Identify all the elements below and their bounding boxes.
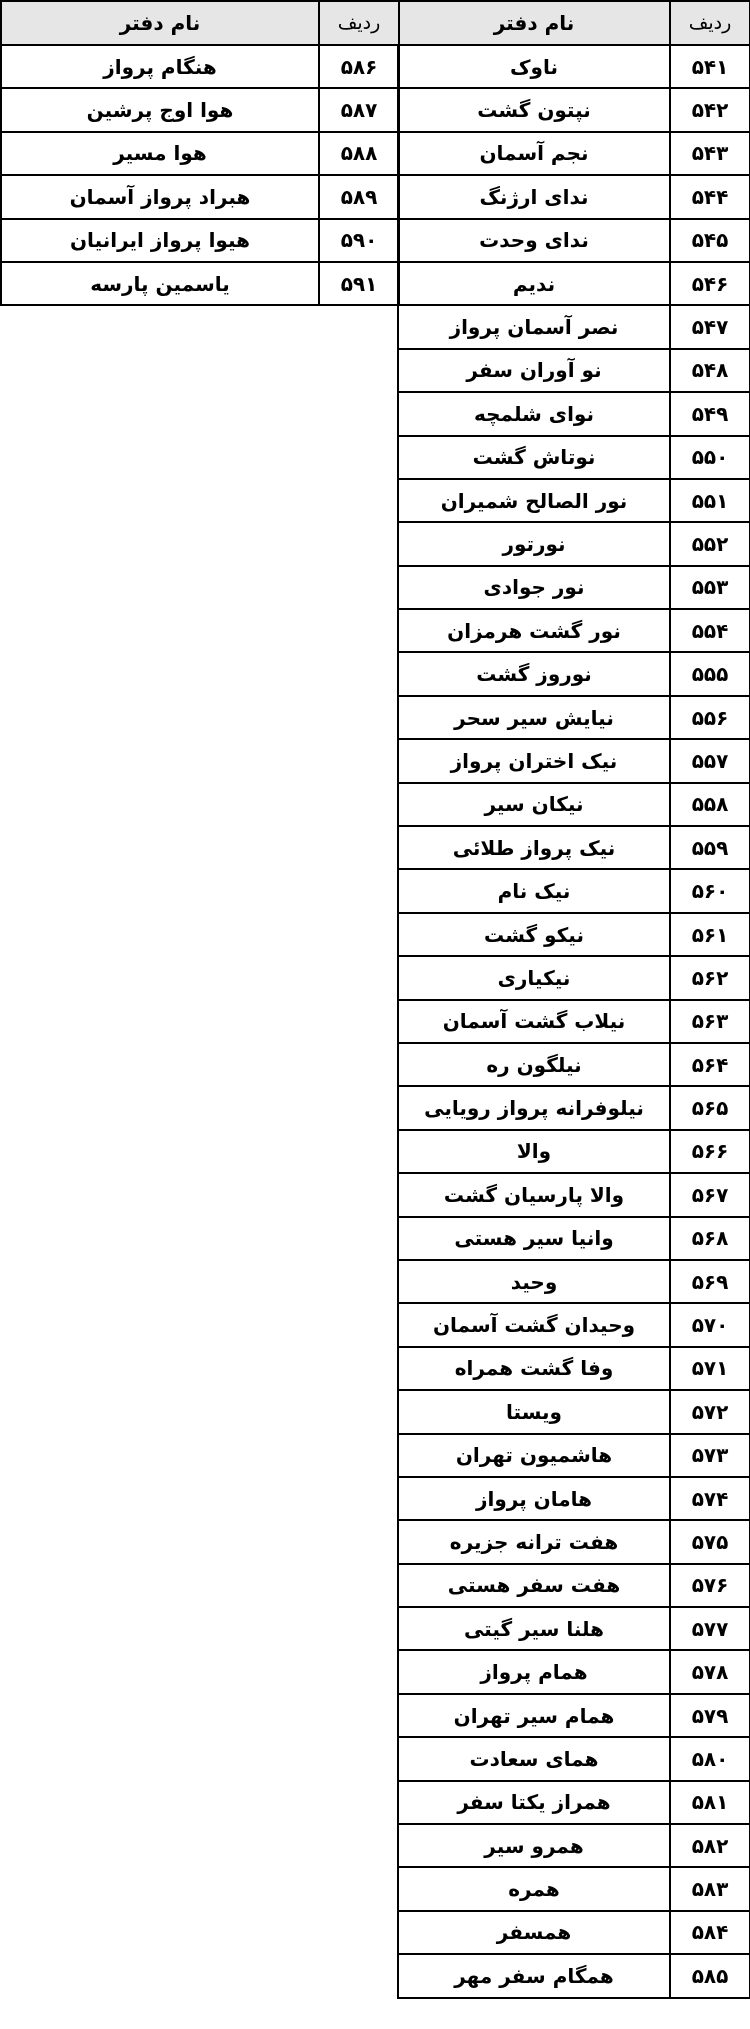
row-number-cell: ۵۵۳ <box>670 566 750 609</box>
office-name-cell: نوروز گشت <box>398 652 670 695</box>
office-name-cell: ویستا <box>398 1390 670 1433</box>
row-number-cell: ۵۸۵ <box>670 1954 750 1997</box>
office-name-cell: هفت ترانه جزیره <box>398 1520 670 1563</box>
office-name-cell: هفت سفر هستی <box>398 1564 670 1607</box>
table-row <box>398 652 750 695</box>
table-row <box>398 1260 750 1303</box>
table-row <box>398 1781 750 1824</box>
table-row <box>398 1043 750 1086</box>
office-name-cell: هلنا سیر گیتی <box>398 1607 670 1650</box>
row-number-cell: ۵۷۵ <box>670 1520 750 1563</box>
table-row <box>398 1217 750 1260</box>
row-number-cell: ۵۹۱ <box>319 262 399 305</box>
table-row <box>398 826 750 869</box>
table-row <box>398 1173 750 1216</box>
table-row <box>1 132 399 175</box>
office-name-cell: نوای شلمچه <box>398 392 670 435</box>
office-name-cell: وحیدان گشت آسمان <box>398 1303 670 1346</box>
office-name-cell: نیک پرواز طلائی <box>398 826 670 869</box>
row-number-cell: ۵۶۴ <box>670 1043 750 1086</box>
row-number-cell: ۵۸۸ <box>319 132 399 175</box>
table-row <box>398 609 750 652</box>
row-number-cell: ۵۵۱ <box>670 479 750 522</box>
table-row <box>1 219 399 262</box>
row-number-cell: ۵۹۰ <box>319 219 399 262</box>
row-number-cell: ۵۶۵ <box>670 1086 750 1129</box>
office-name-header: نام دفتر <box>398 1 670 45</box>
office-name-cell: نیکو گشت <box>398 913 670 956</box>
table-row <box>398 1824 750 1867</box>
office-name-cell: نوتاش گشت <box>398 436 670 479</box>
office-name-cell: نیک نام <box>398 869 670 912</box>
table-row <box>398 913 750 956</box>
row-number-cell: ۵۵۰ <box>670 436 750 479</box>
row-number-cell: ۵۷۶ <box>670 1564 750 1607</box>
row-number-cell: ۵۴۶ <box>670 262 750 305</box>
row-number-cell: ۵۵۹ <box>670 826 750 869</box>
table-row <box>398 1607 750 1650</box>
row-number-cell: ۵۸۳ <box>670 1867 750 1910</box>
row-number-cell: ۵۷۱ <box>670 1347 750 1390</box>
row-number-cell: ۵۶۹ <box>670 1260 750 1303</box>
row-number-cell: ۵۴۲ <box>670 88 750 131</box>
table-row <box>398 132 750 175</box>
office-name-cell: هوا اوج پرشین <box>1 88 319 131</box>
row-number-cell: ۵۵۸ <box>670 783 750 826</box>
row-number-cell: ۵۸۱ <box>670 1781 750 1824</box>
office-name-cell: وحید <box>398 1260 670 1303</box>
office-name-cell: همراز یکتا سفر <box>398 1781 670 1824</box>
table-row <box>398 1564 750 1607</box>
row-number-cell: ۵۵۷ <box>670 739 750 782</box>
office-name-cell: نصر آسمان پرواز <box>398 305 670 348</box>
office-name-cell: نیلاب گشت آسمان <box>398 1000 670 1043</box>
header-row <box>1 1 399 45</box>
table-row <box>398 1694 750 1737</box>
row-number-cell: ۵۶۳ <box>670 1000 750 1043</box>
second-office-table <box>0 0 400 306</box>
office-name-cell: والا <box>398 1130 670 1173</box>
row-number-cell: ۵۴۹ <box>670 392 750 435</box>
row-number-cell: ۵۵۲ <box>670 522 750 565</box>
second-table-body <box>1 45 399 305</box>
office-name-cell: هیوا پرواز ایرانیان <box>1 219 319 262</box>
office-name-cell: نیایش سیر سحر <box>398 696 670 739</box>
row-number-cell: ۵۴۳ <box>670 132 750 175</box>
row-number-cell: ۵۷۰ <box>670 1303 750 1346</box>
table-row <box>398 1477 750 1520</box>
table-row <box>398 696 750 739</box>
row-number-cell: ۵۴۸ <box>670 349 750 392</box>
table-row <box>398 1130 750 1173</box>
office-name-cell: هبراد پرواز آسمان <box>1 175 319 218</box>
row-number-cell: ۵۸۲ <box>670 1824 750 1867</box>
office-name-cell: همرو سیر <box>398 1824 670 1867</box>
table-row <box>398 1303 750 1346</box>
row-number-header: ردیف <box>670 1 750 45</box>
office-name-cell: نو آوران سفر <box>398 349 670 392</box>
table-row <box>398 1520 750 1563</box>
office-name-cell: نیک اختران پرواز <box>398 739 670 782</box>
table-row <box>398 1650 750 1693</box>
table-row <box>398 175 750 218</box>
row-number-cell: ۵۸۴ <box>670 1911 750 1954</box>
row-number-cell: ۵۷۸ <box>670 1650 750 1693</box>
row-number-cell: ۵۵۵ <box>670 652 750 695</box>
office-name-cell: ندای وحدت <box>398 219 670 262</box>
table-row <box>398 392 750 435</box>
row-number-cell: ۵۴۱ <box>670 45 750 88</box>
table-row <box>398 479 750 522</box>
table-row <box>398 522 750 565</box>
office-name-cell: نور گشت هرمزان <box>398 609 670 652</box>
office-name-cell: نیلوفرانه پرواز رویایی <box>398 1086 670 1129</box>
row-number-cell: ۵۴۵ <box>670 219 750 262</box>
office-name-cell: ندیم <box>398 262 670 305</box>
table-row <box>398 739 750 782</box>
office-name-cell: نیکان سیر <box>398 783 670 826</box>
row-number-cell: ۵۷۳ <box>670 1434 750 1477</box>
table-row <box>398 349 750 392</box>
table-row <box>398 1390 750 1433</box>
office-name-cell: ناوک <box>398 45 670 88</box>
row-number-cell: ۵۵۶ <box>670 696 750 739</box>
table-row <box>1 88 399 131</box>
row-number-cell: ۵۶۸ <box>670 1217 750 1260</box>
table-row <box>398 1867 750 1910</box>
office-name-cell: نورتور <box>398 522 670 565</box>
office-name-cell: یاسمین پارسه <box>1 262 319 305</box>
office-name-cell: هامان پرواز <box>398 1477 670 1520</box>
table-row <box>398 869 750 912</box>
row-number-cell: ۵۶۷ <box>670 1173 750 1216</box>
table-row <box>398 566 750 609</box>
row-number-cell: ۵۴۴ <box>670 175 750 218</box>
office-name-cell: نیکیاری <box>398 956 670 999</box>
office-name-cell: نجم آسمان <box>398 132 670 175</box>
row-number-cell: ۵۷۷ <box>670 1607 750 1650</box>
office-name-cell: نیلگون ره <box>398 1043 670 1086</box>
row-number-cell: ۵۶۲ <box>670 956 750 999</box>
row-number-cell: ۵۷۹ <box>670 1694 750 1737</box>
office-name-cell: همام سیر تهران <box>398 1694 670 1737</box>
table-row <box>398 783 750 826</box>
office-name-cell: همسفر <box>398 1911 670 1954</box>
office-name-cell: وفا گشت همراه <box>398 1347 670 1390</box>
office-name-cell: نپتون گشت <box>398 88 670 131</box>
table-row <box>398 1737 750 1780</box>
office-name-cell: همای سعادت <box>398 1737 670 1780</box>
office-name-cell: نور الصالح شمیران <box>398 479 670 522</box>
office-name-cell: والا پارسیان گشت <box>398 1173 670 1216</box>
header-row <box>398 1 750 45</box>
office-name-cell: همام پرواز <box>398 1650 670 1693</box>
row-number-cell: ۵۶۰ <box>670 869 750 912</box>
row-number-cell: ۵۵۴ <box>670 609 750 652</box>
office-name-cell: ندای ارژنگ <box>398 175 670 218</box>
office-name-cell: هنگام پرواز <box>1 45 319 88</box>
row-number-cell: ۵۷۲ <box>670 1390 750 1433</box>
office-name-cell: وانیا سیر هستی <box>398 1217 670 1260</box>
office-name-cell: نور جوادی <box>398 566 670 609</box>
table-row <box>398 1954 750 1997</box>
table-row <box>398 1911 750 1954</box>
table-row <box>398 219 750 262</box>
table-row <box>398 956 750 999</box>
office-name-cell: همره <box>398 1867 670 1910</box>
row-number-cell: ۵۸۹ <box>319 175 399 218</box>
office-name-cell: همگام سفر مهر <box>398 1954 670 1997</box>
office-name-cell: هوا مسیر <box>1 132 319 175</box>
table-row <box>398 1086 750 1129</box>
office-name-header: نام دفتر <box>1 1 319 45</box>
office-name-cell: هاشمیون تهران <box>398 1434 670 1477</box>
row-number-cell: ۵۴۷ <box>670 305 750 348</box>
table-row <box>398 1347 750 1390</box>
table-row <box>1 45 399 88</box>
table-row <box>398 262 750 305</box>
row-number-cell: ۵۸۰ <box>670 1737 750 1780</box>
main-office-table <box>397 0 750 1999</box>
table-row <box>398 88 750 131</box>
row-number-header: ردیف <box>319 1 399 45</box>
main-table-body <box>398 45 750 1998</box>
row-number-cell: ۵۷۴ <box>670 1477 750 1520</box>
row-number-cell: ۵۸۷ <box>319 88 399 131</box>
table-row <box>398 45 750 88</box>
table-row <box>398 1000 750 1043</box>
row-number-cell: ۵۶۶ <box>670 1130 750 1173</box>
table-row <box>1 175 399 218</box>
table-row <box>398 305 750 348</box>
row-number-cell: ۵۸۶ <box>319 45 399 88</box>
row-number-cell: ۵۶۱ <box>670 913 750 956</box>
table-row <box>1 262 399 305</box>
table-row <box>398 1434 750 1477</box>
table-row <box>398 436 750 479</box>
